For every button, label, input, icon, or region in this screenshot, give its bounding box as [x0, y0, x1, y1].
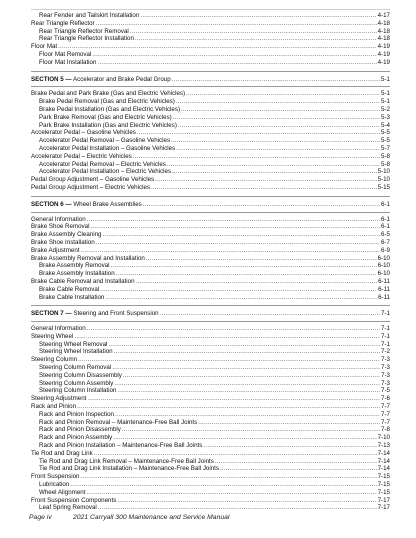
- dot-leader: [176, 145, 380, 153]
- dot-leader: [70, 481, 376, 489]
- toc-entry-label: Tie Rod and Drag Link Removal – Maintenance-Free Ball Joints: [39, 457, 214, 465]
- toc-entry-label: Park Brake Removal (Gas and Electric Vehicles): [39, 113, 172, 121]
- toc-entry-page: 5-8: [381, 152, 390, 160]
- section-number: SECTION 5 —: [31, 75, 72, 83]
- toc-entry-page: 7-7: [381, 418, 390, 426]
- dot-leader: [96, 20, 377, 28]
- toc-entry[interactable]: [31, 465, 390, 473]
- toc-entry-page: 7-8: [381, 426, 390, 434]
- toc-entry-label: Floor Mat Installation: [39, 58, 97, 66]
- toc-entry-page: 5-3: [381, 113, 390, 121]
- dot-leader: [133, 153, 380, 161]
- toc-entry-page: 6-10: [377, 270, 390, 278]
- toc-entry[interactable]: [31, 35, 390, 43]
- toc-entry[interactable]: [31, 255, 390, 263]
- toc-entry-label: Leaf Spring Removal: [39, 504, 97, 512]
- dot-leader: [108, 341, 380, 349]
- toc-entry-page: 6-11: [378, 293, 390, 301]
- toc-entry-page: 7-15: [377, 488, 390, 496]
- dot-leader: [117, 387, 380, 395]
- toc-entry-label: Brake Pedal and Park Brake (Gas and Electric Vehicles): [31, 90, 186, 98]
- toc-entry-label: Tie Rod and Drag Link: [31, 449, 93, 457]
- toc-entry-page: 4-17: [377, 12, 390, 19]
- toc-entry-label: Lubrication: [39, 481, 70, 489]
- toc-entry[interactable]: [31, 481, 390, 489]
- dot-leader: [117, 497, 376, 505]
- toc-entry[interactable]: [31, 12, 390, 20]
- dot-leader: [94, 450, 377, 458]
- section-heading-row: [31, 310, 390, 318]
- dot-leader: [92, 51, 376, 59]
- toc-entry[interactable]: [31, 184, 390, 192]
- dot-leader: [116, 270, 377, 278]
- toc-entry-label: Brake Assembly Installation: [39, 270, 115, 278]
- toc-entry-label: Steering Column Removal: [39, 364, 112, 372]
- toc-entry[interactable]: [31, 473, 390, 481]
- toc-entry-page: 7-6: [381, 395, 390, 403]
- toc-entry-page: 4-18: [377, 19, 390, 27]
- toc-entry-label: Brake Pedal Removal (Gas and Electric Vehicles): [39, 98, 175, 106]
- dot-leader: [114, 380, 380, 388]
- toc-entry[interactable]: [31, 403, 390, 411]
- dot-leader: [146, 255, 377, 263]
- toc-entry-page: 4-18: [377, 27, 390, 35]
- toc-entry[interactable]: [31, 411, 390, 419]
- toc-entry-label: Steering Column Assembly: [39, 379, 114, 387]
- section-title: Steering and Front Suspension: [73, 310, 159, 318]
- toc-entry-label: Brake Shoe Removal: [31, 223, 90, 231]
- toc-continued-entries: [31, 12, 390, 67]
- toc-entry-label: Steering Column: [31, 356, 78, 364]
- toc-entry-label: Rack and Pinion Disassembly: [39, 426, 121, 434]
- toc-entry-page: 4-18: [377, 35, 390, 43]
- toc-entry-page: 5-10: [377, 176, 390, 184]
- toc-entry-page: 4-19: [377, 58, 390, 66]
- toc-entry-label: General Information: [31, 325, 86, 333]
- toc-entry-label: Accelerator Pedal – Gasoline Vehicles: [31, 129, 136, 137]
- toc-entry-label: Steering Adjustment: [31, 395, 87, 403]
- toc-entry-page: 6-10: [377, 262, 390, 270]
- section-entries: [31, 216, 390, 302]
- section-number: SECTION 7 —: [31, 310, 72, 318]
- toc-entry[interactable]: [31, 372, 390, 380]
- toc-entry[interactable]: [31, 497, 390, 505]
- dot-leader: [115, 411, 380, 419]
- dot-leader: [178, 122, 380, 130]
- toc-entry-page: 5-8: [381, 160, 390, 168]
- toc-entry[interactable]: [31, 419, 390, 427]
- toc-entry[interactable]: [31, 434, 390, 442]
- toc-entry[interactable]: [31, 270, 390, 278]
- toc-entry-page: 5-4: [381, 121, 390, 129]
- dot-leader: [81, 247, 381, 255]
- toc-entry[interactable]: [31, 153, 390, 161]
- dot-leader: [140, 12, 376, 20]
- toc-entry-label: Brake Pedal Installation (Gas and Electric Vehicles): [39, 105, 181, 113]
- toc-entry-label: Rear Triangle Reflector: [31, 19, 95, 27]
- dot-leader: [78, 356, 380, 364]
- toc-entry[interactable]: [31, 278, 390, 286]
- section-heading[interactable]: [31, 196, 390, 213]
- toc-entry-page: 4-19: [377, 43, 390, 51]
- toc-entry-page: 4-19: [377, 50, 390, 58]
- toc-entry[interactable]: [31, 442, 390, 450]
- toc-entry-page: 6-1: [381, 215, 390, 223]
- toc-entry-label: Steering Column Installation: [39, 387, 117, 395]
- dot-leader: [172, 76, 380, 84]
- toc-entry[interactable]: [31, 59, 390, 67]
- dot-leader: [111, 262, 377, 270]
- toc-entry[interactable]: [31, 176, 390, 184]
- toc-entry-label: Accelerator Pedal Removal – Electric Vehicles: [39, 160, 166, 168]
- toc-entry[interactable]: [31, 223, 390, 231]
- toc-entry[interactable]: [31, 216, 390, 224]
- toc-entry-page: 5-1: [381, 98, 390, 106]
- toc-entry[interactable]: [31, 90, 390, 98]
- toc-entry[interactable]: [31, 325, 390, 333]
- toc-entry-page: 7-13: [377, 442, 390, 450]
- dot-leader: [220, 465, 377, 473]
- toc-entry-label: Front Suspension Components: [31, 496, 117, 504]
- toc-entry-label: Rear Fender and Tailskirt Installation: [39, 12, 140, 19]
- toc-entry-label: Steering Wheel: [31, 332, 74, 340]
- dot-leader: [173, 114, 380, 122]
- toc-entry-page: 6-11: [378, 285, 390, 293]
- toc-entry-page: 5-7: [381, 144, 390, 152]
- footer-document-title: 2021 Carryall 300 Maintenance and Service Manual: [73, 514, 230, 521]
- toc-entry-page: 7-14: [377, 457, 390, 465]
- dot-leader: [90, 223, 380, 231]
- toc-entry-page: 6-5: [381, 231, 390, 239]
- toc-entry-label: Floor Mat: [31, 43, 58, 51]
- toc-entry[interactable]: [31, 450, 390, 458]
- toc-entry-label: Brake Assembly Cleaning: [31, 231, 102, 239]
- dot-leader: [100, 286, 377, 294]
- toc-entry-page: 7-17: [377, 496, 390, 504]
- toc-entry[interactable]: [31, 145, 390, 153]
- dot-leader: [105, 294, 377, 302]
- toc-entry-label: Floor Mat Removal: [39, 50, 92, 58]
- dot-leader: [96, 239, 380, 247]
- section-heading-label: [31, 310, 159, 318]
- dot-leader: [215, 458, 377, 466]
- toc-entry[interactable]: [31, 262, 390, 270]
- dot-leader: [114, 348, 380, 356]
- toc-entry[interactable]: [31, 122, 390, 130]
- section-entries: [31, 325, 390, 512]
- dot-leader: [198, 419, 380, 427]
- toc-entry-label: Brake Adjustment: [31, 246, 80, 254]
- dot-leader: [181, 106, 380, 114]
- toc-entry[interactable]: [31, 504, 390, 512]
- toc-entry-label: Rear Triangle Reflector Removal: [39, 27, 129, 35]
- dot-leader: [186, 90, 380, 98]
- toc-entry-label: Accelerator Pedal Installation – Gasoline Vehicles: [39, 144, 176, 152]
- toc-entry[interactable]: [31, 426, 390, 434]
- toc-entry[interactable]: [31, 43, 390, 51]
- toc-entry[interactable]: [31, 489, 390, 497]
- toc-entry[interactable]: [31, 458, 390, 466]
- dot-leader: [113, 434, 376, 442]
- dot-leader: [130, 28, 377, 36]
- toc-entry-label: Steering Column Disassembly: [39, 371, 122, 379]
- dot-leader: [87, 395, 380, 403]
- section-heading[interactable]: [31, 305, 390, 322]
- toc-entry-label: Rack and Pinion Removal – Maintenance-Free Ball Joints: [39, 418, 198, 426]
- dot-leader: [135, 35, 377, 43]
- section-title: Accelerator and Brake Pedal Group: [72, 75, 171, 83]
- toc-entry-page: 6-10: [377, 254, 390, 262]
- dot-leader: [58, 43, 376, 51]
- dot-leader: [136, 278, 378, 286]
- dot-leader: [151, 184, 377, 192]
- toc-entry-page: 7-1: [381, 332, 390, 340]
- toc-entry-label: Pedal Group Adjustment – Electric Vehicles: [31, 183, 150, 191]
- toc-entry-label: Accelerator Pedal Installation – Electric Vehicles: [39, 168, 172, 176]
- toc-entry[interactable]: [31, 387, 390, 395]
- dot-leader: [137, 129, 380, 137]
- section-heading-label: [31, 76, 171, 84]
- section-heading-row: [31, 76, 390, 84]
- toc-entry[interactable]: [31, 395, 390, 403]
- toc-entry-page: 6-1: [381, 223, 390, 231]
- toc-entry-label: Brake Assembly Removal and Installation: [31, 254, 145, 262]
- toc-entry-page: 7-15: [377, 481, 390, 489]
- toc-entry-label: Accelerator Pedal – Electric Vehicles: [31, 152, 132, 160]
- toc-entry[interactable]: [31, 247, 390, 255]
- dot-leader: [155, 176, 376, 184]
- toc-entry-label: Steering Wheel Installation: [39, 348, 113, 356]
- toc-entry-page: 7-5: [381, 387, 390, 395]
- toc-entry[interactable]: [31, 20, 390, 28]
- toc-entry-page: 7-1: [381, 340, 390, 348]
- toc-entry-page: 7-17: [377, 504, 390, 512]
- toc-entry-label: General Information: [31, 215, 86, 223]
- toc-entry-label: Pedal Group Adjustment – Gasoline Vehicles: [31, 176, 155, 184]
- toc-entry[interactable]: [31, 341, 390, 349]
- dot-leader: [160, 310, 380, 318]
- dot-leader: [123, 372, 380, 380]
- toc-entry-page: 7-3: [381, 371, 390, 379]
- toc-entry-label: Park Brake Installation (Gas and Electric Vehicles): [39, 121, 177, 129]
- toc-entry-label: Rack and Pinion Installation – Maintenance-Free Ball Joints: [39, 442, 203, 450]
- toc-entry-page: 5-15: [377, 183, 390, 191]
- toc-entry-page: 7-3: [381, 379, 390, 387]
- toc-entry[interactable]: [31, 98, 390, 106]
- toc-entry[interactable]: [31, 137, 390, 145]
- dot-leader: [81, 473, 377, 481]
- toc-entry-page: 6-9: [381, 246, 390, 254]
- toc-entry-page: 5-1: [381, 90, 390, 98]
- toc-entry[interactable]: [31, 239, 390, 247]
- toc-entry[interactable]: [31, 356, 390, 364]
- toc-entry-label: Rack and Pinion Inspection: [39, 410, 114, 418]
- toc-entry-label: Rear Triangle Reflector Installation: [39, 35, 134, 43]
- toc-entry[interactable]: [31, 168, 390, 176]
- footer-page-number: Page iv: [29, 514, 52, 521]
- dot-leader: [97, 59, 376, 67]
- table-of-contents: [31, 12, 390, 512]
- toc-entry[interactable]: [31, 114, 390, 122]
- toc-entry-page: 7-2: [381, 348, 390, 356]
- toc-entry-label: Brake Cable Removal: [39, 285, 100, 293]
- section-page: 7-1: [381, 310, 390, 318]
- toc-entry-label: Steering Wheel Removal: [39, 340, 108, 348]
- toc-entry-page: 7-10: [377, 434, 390, 442]
- toc-entry-label: Brake Shoe Installation: [31, 238, 95, 246]
- toc-entry[interactable]: [31, 333, 390, 341]
- toc-entry[interactable]: [31, 106, 390, 114]
- toc-entry[interactable]: [31, 364, 390, 372]
- toc-entry-label: Wheel Alignment: [39, 488, 86, 496]
- toc-entry-page: 5-5: [381, 137, 390, 145]
- toc-entry[interactable]: [31, 380, 390, 388]
- toc-entry-page: 7-3: [381, 364, 390, 372]
- toc-entry[interactable]: [31, 231, 390, 239]
- toc-entry-label: Rack and Pinion Assembly: [39, 434, 113, 442]
- dot-leader: [122, 426, 380, 434]
- toc-entry-page: 7-7: [381, 410, 390, 418]
- toc-entry[interactable]: [31, 161, 390, 169]
- dot-leader: [203, 442, 376, 450]
- toc-entry-label: Brake Cable Removal and Installation: [31, 277, 135, 285]
- toc-entry-page: 7-14: [377, 465, 390, 473]
- dot-leader: [103, 231, 381, 239]
- section-number: SECTION 6 —: [31, 200, 72, 208]
- dot-leader: [171, 137, 380, 145]
- section-page: 5-1: [381, 75, 390, 83]
- toc-entry-page: 7-15: [377, 473, 390, 481]
- toc-entry-page: 6-11: [378, 277, 390, 285]
- toc-entry-label: Tie Rod and Drag Link Installation – Maintenance-Free Ball Joints: [39, 465, 219, 473]
- dot-leader: [87, 325, 380, 333]
- toc-entry-page: 7-1: [381, 325, 390, 333]
- section-heading-label: [31, 201, 142, 209]
- toc-entry-page: 7-14: [377, 449, 390, 457]
- toc-entry-label: Brake Cable Installation: [39, 293, 105, 301]
- section-heading-row: [31, 201, 390, 209]
- toc-entry[interactable]: [31, 28, 390, 36]
- dot-leader: [87, 216, 380, 224]
- toc-entry[interactable]: [31, 294, 390, 302]
- toc-entry-page: 5-2: [381, 105, 390, 113]
- toc-entry[interactable]: [31, 286, 390, 294]
- dot-leader: [176, 98, 380, 106]
- dot-leader: [86, 489, 376, 497]
- toc-entry-label: Front Suspension: [31, 473, 80, 481]
- dot-leader: [74, 333, 380, 341]
- dot-leader: [77, 403, 380, 411]
- section-heading[interactable]: [31, 71, 390, 88]
- toc-entry-page: 5-5: [381, 129, 390, 137]
- toc-entry-label: Brake Assembly Removal: [39, 262, 110, 270]
- toc-entry-page: 7-7: [381, 403, 390, 411]
- toc-entry-page: 5-10: [377, 168, 390, 176]
- toc-entry[interactable]: [31, 129, 390, 137]
- top-divider: [31, 9, 390, 10]
- dot-leader: [112, 364, 380, 372]
- section-page: 6-1: [381, 200, 390, 208]
- dot-leader: [98, 504, 377, 512]
- dot-leader: [172, 168, 377, 176]
- section-title: Wheel Brake Assemblies: [73, 200, 142, 208]
- dot-leader: [167, 161, 380, 169]
- toc-entry-page: 6-7: [381, 238, 390, 246]
- section-entries: [31, 90, 390, 191]
- toc-entry-label: Accelerator Pedal Removal – Gasoline Vehicles: [39, 137, 171, 145]
- toc-entry-page: 7-3: [381, 356, 390, 364]
- toc-entry-label: Rack and Pinion: [31, 403, 77, 411]
- dot-leader: [143, 201, 380, 209]
- toc-entry[interactable]: [31, 348, 390, 356]
- toc-entry[interactable]: [31, 51, 390, 59]
